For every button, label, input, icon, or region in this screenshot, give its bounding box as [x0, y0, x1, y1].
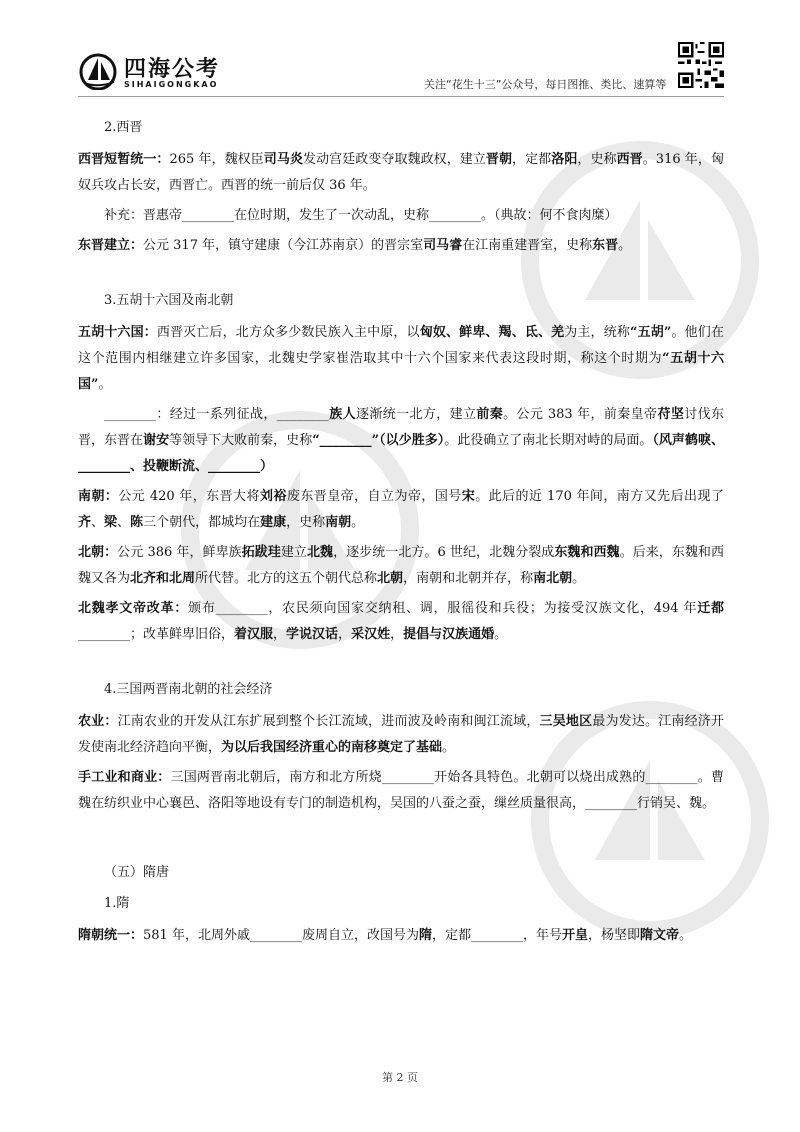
- document-body: [78, 110, 724, 953]
- paragraph-southern-dynasties: 南朝：公元 420 年，东晋大将刘裕废东晋皇帝，自立为帝，国号宋。此后的近 170 年间，南方又先后出现了齐、梁、陈三个朝代，都城均在建康，史称南朝。: [78, 489, 724, 530]
- qr-code-icon: [678, 42, 724, 88]
- paragraph-western-jin-unification: 西晋短暂统一：265 年，魏权臣司马炎发动宫廷政变夺取魏政权，建立晋朝，定都洛阳，史称西晋。316 年，匈奴兵攻占长安，西晋亡。西晋的统一前后仅 36 年。: [78, 152, 724, 193]
- page-header: [0, 0, 800, 100]
- paragraph-agriculture: 农业：江南农业的开发从江东扩展到整个长江流域，进而波及岭南和闽江流域，三吴地区最为发达。江南经济开发使南北经济趋向平衡，为以后我国经济重心的南移奠定了基础。: [78, 714, 724, 755]
- brand-name: 四海公考: [124, 57, 221, 82]
- paragraph-xiaowen-reform: 北魏孝文帝改革：颁布________，农民须向国家交纳租、调，服徭役和兵役；为接受汉族文化，494 年迁都________；改革鲜卑旧俗，着汉服，学说汉话，采汉姓，提倡与汉族通婚。: [78, 601, 724, 642]
- paragraph-eastern-jin: 东晋建立：公元 317 年，镇守建康（今江苏南京）的晋宗室司马睿在江南重建晋室，史称东晋。: [78, 238, 632, 253]
- section-title: 3.五胡十六国及南北朝: [104, 293, 234, 308]
- header-divider: [78, 96, 724, 97]
- brand-subtitle: SIHAIGONGKAO: [124, 80, 219, 89]
- section-title: 1.隋: [104, 896, 130, 911]
- paragraph-battle-of-fei: ________：经过一系列征战，________族人逐渐统一北方，建立前秦。公元 383 年，前秦皇帝苻坚讨伐东晋，东晋在谢安等领导下大败前秦，史称“________”（以少胜多）。此役确立了南北长期对峙的局面。（风声鹤唳、________、投鞭断流、________）: [78, 407, 724, 474]
- paragraph-five-barbarians: 五胡十六国：西晋灭亡后，北方众多少数民族入主中原，以匈奴、鲜卑、羯、氐、羌为主，统称“五胡”。他们在这个范围内相继建立许多国家，北魏史学家崔浩取其中十六个国家来代表这段时期，称这个时期为“五胡十六国”。: [78, 325, 724, 392]
- section-title: 4.三国两晋南北朝的社会经济: [104, 682, 273, 697]
- paragraph-handicraft-commerce: 手工业和商业：三国两晋南北朝后，南方和北方所烧________开始各具特色。北朝可以烧出成熟的________。曹魏在纺织业中心襄邑、洛阳等地设有专门的制造机构，吴国的八蚕之蚕，缫丝质量很高，________行销吴、魏。: [78, 770, 724, 811]
- section-title: （五）隋唐: [104, 865, 170, 880]
- page-number: 第 2 页: [382, 1071, 418, 1084]
- paragraph-sui-unification: 隋朝统一：581 年，北周外戚________废周自立，改国号为隋，定都________，年号开皇，杨坚即隋文帝。: [78, 928, 693, 943]
- section-title: 2.西晋: [104, 120, 143, 135]
- sailboat-logo-icon: [78, 50, 122, 90]
- header-tagline: 关注“花生十三”公众号，每日图推、类比、速算等: [424, 78, 667, 91]
- paragraph-supplement: 补充：晋惠帝________在位时期，发生了一次动乱，史称________。（典故：何不食肉糜）: [104, 208, 618, 223]
- paragraph-northern-dynasties: 北朝：公元 386 年，鲜卑族拓跋珪建立北魏，逐步统一北方。6 世纪，北魏分裂成东魏和西魏。后来，东魏和西魏又各为北齐和北周所代替。北方的这五个朝代总称北朝，南朝和北朝并存，称南北朝。: [78, 545, 724, 586]
